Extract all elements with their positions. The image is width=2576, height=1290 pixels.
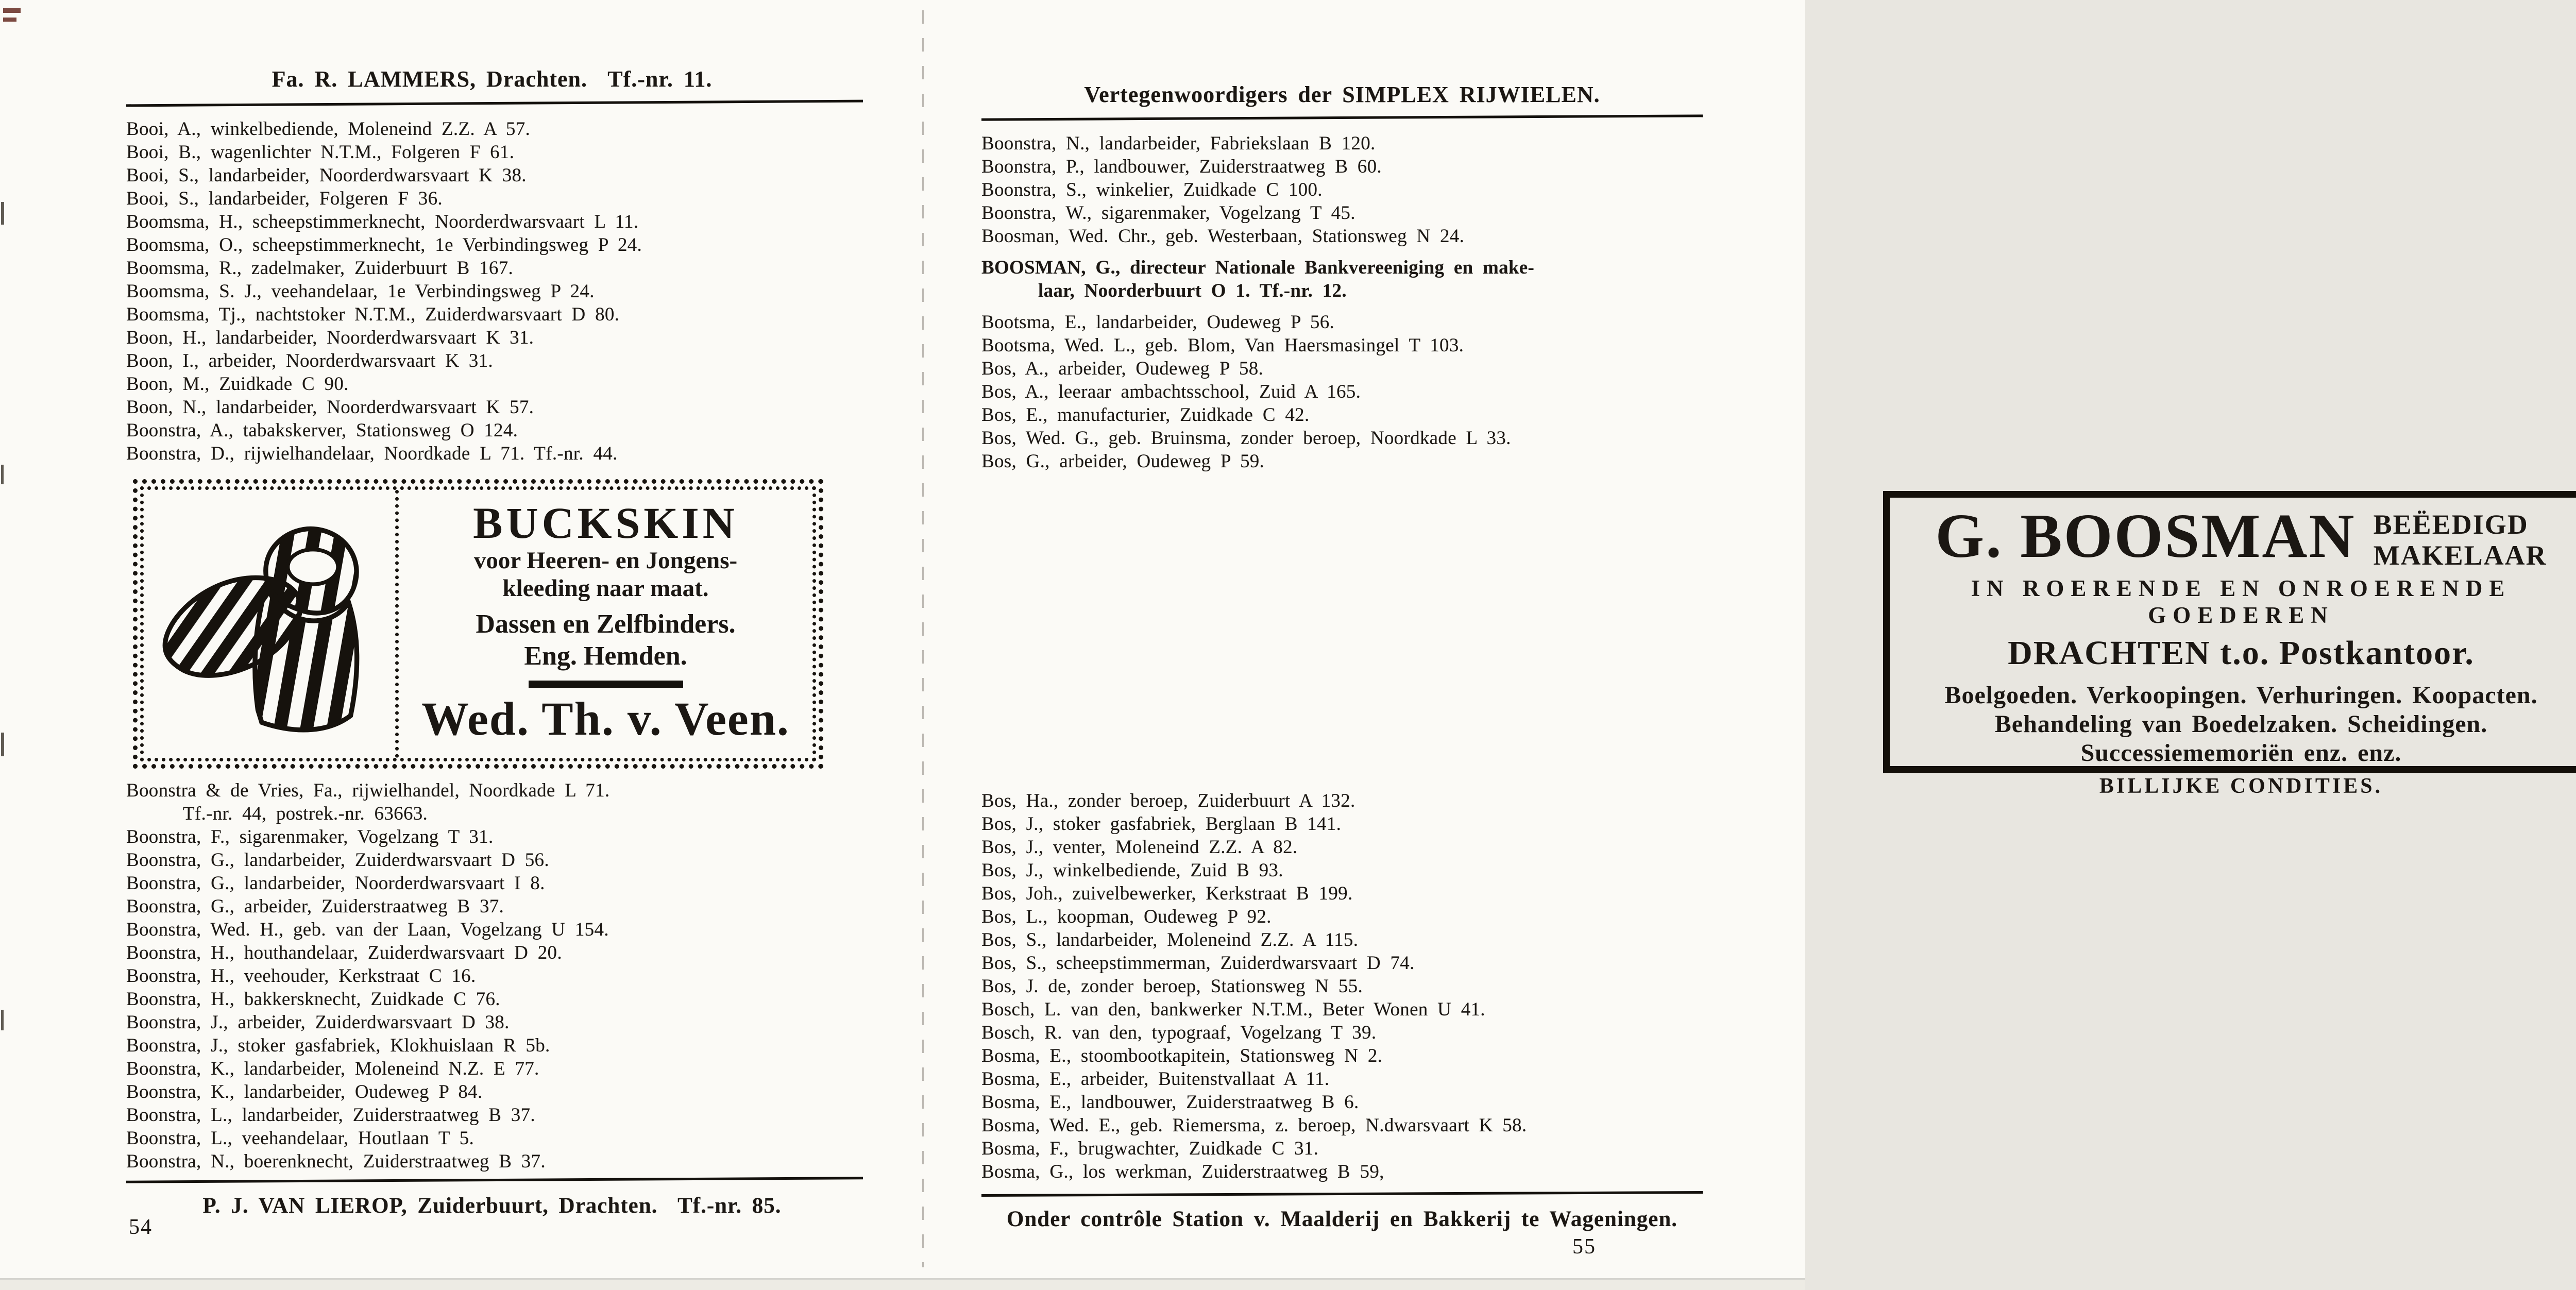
directory-entry: Bootsma, E., landarbeider, Oudeweg P 56. xyxy=(981,312,1335,333)
directory-entry: Bosch, L. van den, bankwerker N.T.M., Beter Wonen U 41. xyxy=(981,999,1485,1020)
boosman-ad-service-line: Boelgoeden. Verkoopingen. Verhuringen. Koopacten. xyxy=(1944,682,2538,709)
left-page xyxy=(0,0,903,1290)
right-entries-bottom xyxy=(981,789,1708,1183)
directory-entry: Boon, M., Zuidkade C 90. xyxy=(126,374,349,395)
left-entries-bottom xyxy=(126,779,848,1173)
directory-entry: Bos, L., koopman, Oudeweg P 92. xyxy=(981,906,1272,927)
directory-entry: Boonstra, J., arbeider, Zuiderdwarsvaart D 38. xyxy=(126,1012,510,1033)
boosman-ad-subtitle: IN ROERENDE EN ONROERENDE GOEDEREN xyxy=(1971,575,2512,628)
directory-entry: Bos, S., scheepstimmerman, Zuiderdwarsvaart D 74. xyxy=(981,953,1415,974)
directory-entry: Boonstra, N., boerenknecht, Zuiderstraatweg B 37. xyxy=(126,1151,546,1172)
right-page-number: 55 xyxy=(1572,1235,1596,1259)
scan-edge-mark xyxy=(1,733,4,756)
directory-entry: Bosma, F., brugwachter, Zuidkade C 31. xyxy=(981,1138,1319,1159)
directory-entry: Bos, Wed. G., geb. Bruinsma, zonder beroep, Noordkade L 33. xyxy=(981,428,1511,449)
directory-entry: Bosma, G., los werkman, Zuiderstraatweg B 59, xyxy=(981,1161,1384,1182)
directory-entry: Boon, H., landarbeider, Noorderdwarsvaart K 31. xyxy=(126,327,534,348)
directory-entry: Boonstra, J., stoker gasfabriek, Klokhuislaan R 5b. xyxy=(126,1035,550,1056)
boosman-ad-title-row xyxy=(1890,501,2576,571)
boosman-ad-name: G. BOOSMAN xyxy=(1935,501,2356,571)
directory-entry: Boonstra, F., sigarenmaker, Vogelzang T 31. xyxy=(126,826,494,847)
scan-edge-mark xyxy=(3,8,21,13)
directory-entry: Boonstra, L., veehandelaar, Houtlaan T 5. xyxy=(126,1128,474,1149)
directory-entry: Boonstra, H., houthandelaar, Zuiderdwarsvaart D 20. xyxy=(126,942,562,963)
directory-entry: Bosma, E., stoombootkapitein, Stationsweg N 2. xyxy=(981,1045,1383,1066)
buckskin-ad-line: Dassen en Zelfbinders. xyxy=(476,609,736,639)
directory-entry: Boomsma, O., scheepstimmerknecht, 1e Verbindingsweg P 24. xyxy=(126,234,642,256)
boosman-ad-conditions: BILLIJKE CONDITIES. xyxy=(2099,774,2383,798)
directory-entry: Bosma, Wed. E., geb. Riemersma, z. beroep, N.dwarsvaart K 58. xyxy=(981,1115,1527,1136)
directory-entry: Boonstra, K., landarbeider, Moleneind N.Z. E 77. xyxy=(126,1058,539,1079)
boosman-ad-side-line: MAKELAAR xyxy=(2373,540,2547,571)
buckskin-ad-text xyxy=(399,490,812,758)
boosman-ad-location: DRACHTEN t.o. Postkantoor. xyxy=(2008,634,2475,672)
directory-entry: Boonstra, H., veehouder, Kerkstraat C 16. xyxy=(126,965,476,987)
directory-entry: Boonstra, G., arbeider, Zuiderstraatweg B 37. xyxy=(126,896,504,917)
directory-entry: Boonstra & de Vries, Fa., rijwielhandel, Noordkade L 71. xyxy=(126,780,610,801)
directory-entry: Bos, J., winkelbediende, Zuid B 93. xyxy=(981,860,1283,881)
directory-entry: Bos, E., manufacturier, Zuidkade C 42. xyxy=(981,404,1310,426)
directory-entry: Boonstra, H., bakkersknecht, Zuidkade C 76. xyxy=(126,989,500,1010)
directory-entry: Boonstra, G., landarbeider, Zuiderdwarsvaart D 56. xyxy=(126,850,549,871)
directory-entry: Boosman, Wed. Chr., geb. Westerbaan, Stationsweg N 24. xyxy=(981,226,1465,247)
scan-edge-mark xyxy=(1,1010,4,1030)
buckskin-ad xyxy=(133,479,823,769)
buckskin-ad-line: Eng. Hemden. xyxy=(524,641,687,671)
directory-entry: Boonstra, W., sigarenmaker, Vogelzang T 45. xyxy=(981,202,1355,224)
striped-ties-drawing xyxy=(154,503,385,745)
directory-entry: Booi, B., wagenlichter N.T.M., Folgeren F 61. xyxy=(126,142,515,163)
boosman-ad-side-line: BEËEDIGD xyxy=(2373,509,2529,540)
neckties-illustration xyxy=(144,490,399,758)
directory-entry: Bos, J. de, zonder beroep, Stationsweg N 55. xyxy=(981,976,1363,997)
directory-entry: Boon, N., landarbeider, Noorderdwarsvaart K 57. xyxy=(126,397,534,418)
directory-entry: Boonstra, L., landarbeider, Zuiderstraatweg B 37. xyxy=(126,1105,535,1126)
directory-entry: Bos, J., venter, Moleneind Z.Z. A 82. xyxy=(981,837,1298,858)
right-page xyxy=(903,0,2547,1290)
scan-bottom-strip xyxy=(0,1280,1805,1290)
directory-entry: Boomsma, H., scheepstimmerknecht, Noorderdwarsvaart L 11. xyxy=(126,211,639,232)
boosman-ad xyxy=(1883,491,2576,798)
left-footer-rule xyxy=(126,1177,863,1183)
directory-entry: Bos, G., arbeider, Oudeweg P 59. xyxy=(981,451,1265,472)
boosman-ad-qualification xyxy=(2374,505,2547,571)
buckskin-ad-line: voor Heeren- en Jongens- xyxy=(473,547,738,574)
left-entries-top xyxy=(126,117,848,465)
scan-edge-mark xyxy=(3,18,16,22)
directory-entry: Boonstra, N., landarbeider, Fabriekslaan B 120. xyxy=(981,133,1376,154)
directory-entry: Bosch, R. van den, typograaf, Vogelzang T 39. xyxy=(981,1022,1377,1043)
directory-entry: Bootsma, Wed. L., geb. Blom, Van Haersmasingel T 103. xyxy=(981,335,1464,356)
left-header-rule xyxy=(126,100,863,107)
boosman-ad-service-line: Behandeling van Boedelzaken. Scheidingen. xyxy=(1994,710,2488,738)
right-entries-top xyxy=(981,132,1703,473)
directory-entry: Boon, I., arbeider, Noorderdwarsvaart K 31. xyxy=(126,350,493,371)
right-running-foot: Onder contrôle Station v. Maalderij en Bakkerij te Wageningen. xyxy=(1006,1207,1678,1231)
directory-entry: Bos, A., leeraar ambachtsschool, Zuid A 165. xyxy=(981,381,1361,402)
left-page-number: 54 xyxy=(129,1215,152,1239)
buckskin-ad-rule xyxy=(529,681,683,688)
directory-entry: Bosma, E., landbouwer, Zuiderstraatweg B 6. xyxy=(981,1092,1359,1113)
buckskin-ad-frame xyxy=(140,486,816,761)
directory-entry: Boomsma, R., zadelmaker, Zuiderbuurt B 167. xyxy=(126,258,514,279)
directory-entry: Boomsma, S. J., veehandelaar, 1e Verbindingsweg P 24. xyxy=(126,281,595,302)
directory-entry: Tf.-nr. 44, postrek.-nr. 63663. xyxy=(183,803,428,824)
buckskin-ad-signature: Wed. Th. v. Veen. xyxy=(421,692,790,745)
directory-entry: Boonstra, A., tabakskerver, Stationsweg O 124. xyxy=(126,420,518,441)
directory-entry: Boonstra, S., winkelier, Zuidkade C 100. xyxy=(981,179,1323,200)
directory-entry: Booi, S., landarbeider, Folgeren F 36. xyxy=(126,188,443,209)
scan-edge-mark xyxy=(1,465,4,484)
directory-entry: Boonstra, K., landarbeider, Oudeweg P 84. xyxy=(126,1081,483,1102)
directory-entry: BOOSMAN, G., directeur Nationale Bankvereeniging en make- xyxy=(981,257,1535,278)
left-running-foot: P. J. VAN LIEROP, Zuiderbuurt, Drachten. Tf.-nr. 85. xyxy=(202,1194,782,1218)
directory-entry: Boonstra, Wed. H., geb. van der Laan, Vogelzang U 154. xyxy=(126,919,609,940)
directory-entry: Boonstra, D., rijwielhandelaar, Noordkade L 71. Tf.-nr. 44. xyxy=(126,443,618,464)
directory-entry: Bos, J., stoker gasfabriek, Berglaan B 141. xyxy=(981,813,1342,835)
left-running-head: Fa. R. LAMMERS, Drachten. Tf.-nr. 11. xyxy=(272,66,713,92)
directory-entry: Bosma, E., arbeider, Buitenstvallaat A 11. xyxy=(981,1068,1330,1090)
buckskin-ad-title: BUCKSKIN xyxy=(473,498,738,548)
directory-entry: laar, Noorderbuurt O 1. Tf.-nr. 12. xyxy=(1038,280,1347,301)
directory-entry: Booi, A., winkelbediende, Moleneind Z.Z. A 57. xyxy=(126,118,531,140)
right-running-head: Vertegenwoordigers der SIMPLEX RIJWIELEN. xyxy=(1084,82,1600,107)
scan-edge-mark xyxy=(1,202,4,225)
directory-entry: Bos, A., arbeider, Oudeweg P 58. xyxy=(981,358,1264,379)
right-footer-rule xyxy=(981,1191,1703,1197)
directory-entry: Boomsma, Tj., nachtstoker N.T.M., Zuiderdwarsvaart D 80. xyxy=(126,304,620,325)
boosman-ad-service-line: Successiememoriën enz. enz. xyxy=(2080,739,2402,767)
right-header-rule xyxy=(981,114,1703,121)
directory-entry: Booi, S., landarbeider, Noorderdwarsvaart K 38. xyxy=(126,165,527,186)
directory-entry: Bos, S., landarbeider, Moleneind Z.Z. A 115. xyxy=(981,929,1359,950)
buckskin-ad-line: kleeding naar maat. xyxy=(502,575,709,602)
page-gutter-shadow xyxy=(922,10,924,1267)
directory-entry: Boonstra, G., landarbeider, Noorderdwarsvaart I 8. xyxy=(126,873,545,894)
directory-entry: Bos, Joh., zuivelbewerker, Kerkstraat B 199. xyxy=(981,883,1353,904)
boosman-ad-services xyxy=(1890,681,2576,768)
directory-entry: Bos, Ha., zonder beroep, Zuiderbuurt A 132. xyxy=(981,790,1355,811)
directory-entry: Boonstra, P., landbouwer, Zuiderstraatweg B 60. xyxy=(981,156,1382,177)
